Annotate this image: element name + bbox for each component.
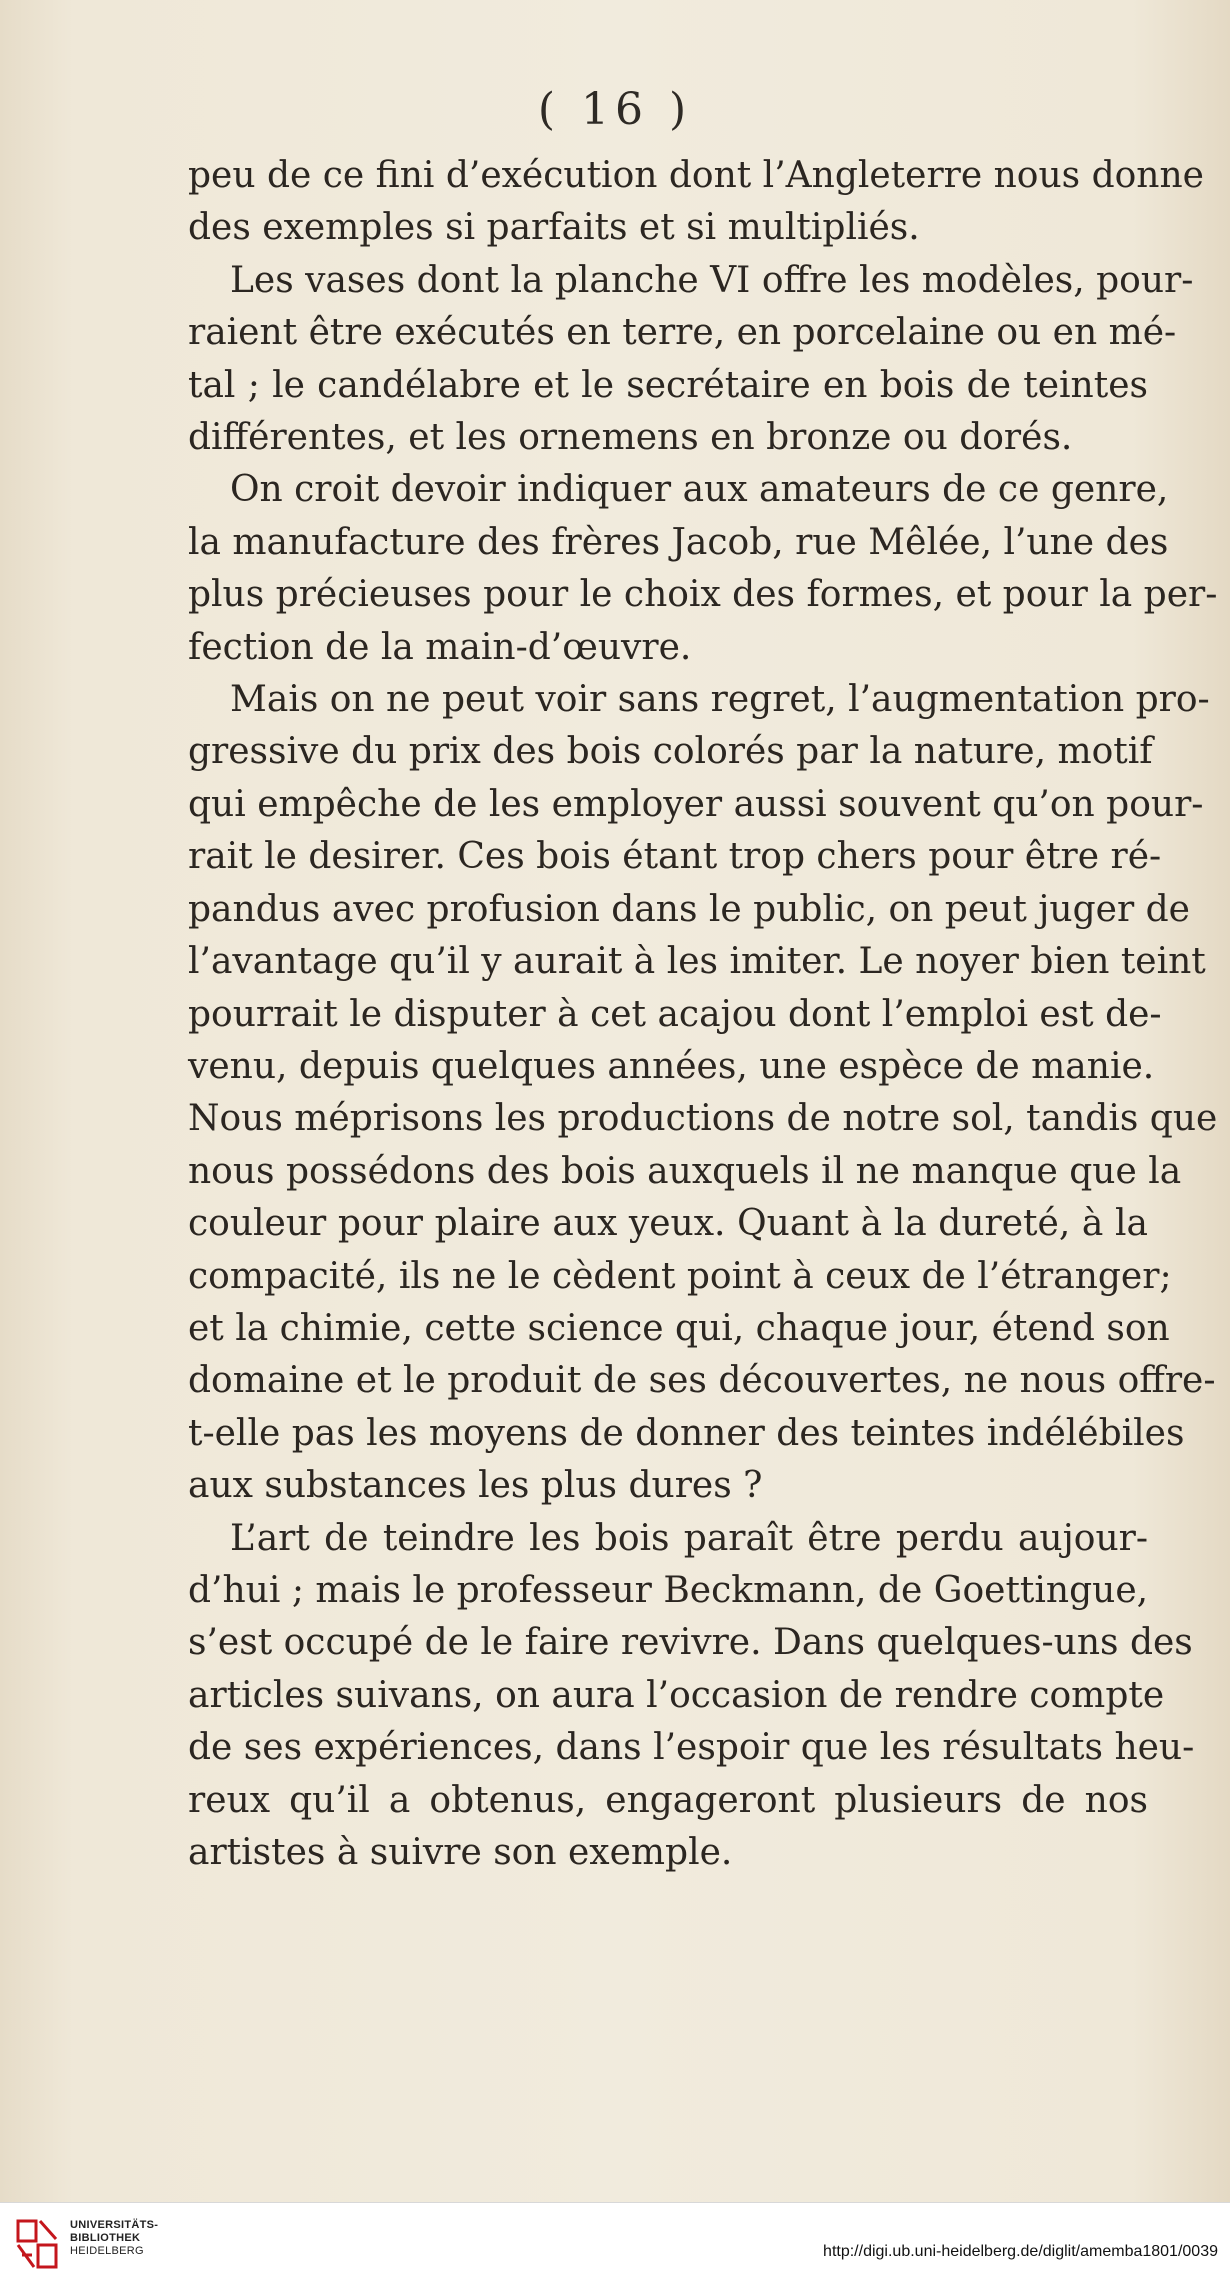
viewer-footer bbox=[0, 2202, 1230, 2284]
text-line: compacité, ils ne le cèdent point à ceux de l’étranger; bbox=[188, 1255, 1172, 1297]
institution-name bbox=[70, 2219, 158, 2258]
text-line: des exemples si parfaits et si multipliés. bbox=[188, 207, 920, 249]
text-line: t-elle pas les moyens de donner des teintes indélébiles bbox=[188, 1412, 1185, 1454]
text-line: peu de ce fini d’exécution dont l’Angleterre nous donne bbox=[188, 155, 1204, 196]
page-text bbox=[188, 150, 1218, 1879]
text-line: différentes, et les ornemens en bronze ou dorés. bbox=[188, 417, 1073, 459]
ub-heidelberg-logo-icon bbox=[12, 2215, 62, 2273]
text-line: articles suivans, on aura l’occasion de rendre compte bbox=[188, 1674, 1165, 1716]
text-line: gressive du prix des bois colorés par la nature, motif bbox=[188, 731, 1153, 773]
text-line: pourrait le disputer à cet acajou dont l’emploi est de- bbox=[188, 993, 1162, 1035]
institution-line: BIBLIOTHEK bbox=[70, 2232, 141, 2244]
institution-line: UNIVERSITÄTS- bbox=[70, 2219, 159, 2231]
text-line: qui empêche de les employer aussi souvent qu’on pour- bbox=[188, 783, 1204, 825]
text-line: l’avantage qu’il y aurait à les imiter. Le noyer bien teint bbox=[188, 941, 1206, 983]
text-line: couleur pour plaire aux yeux. Quant à la dureté, à la bbox=[188, 1203, 1148, 1245]
text-line: Les vases dont la planche VI offre les modèles, pour- bbox=[230, 259, 1194, 301]
text-line: artistes à suivre son exemple. bbox=[188, 1832, 733, 1873]
text-line: aux substances les plus dures ? bbox=[188, 1465, 763, 1507]
source-url-link[interactable]: http://digi.ub.uni-heidelberg.de/diglit/amemba1801/0039 bbox=[823, 2243, 1218, 2260]
text-line: fection de la main-d’œuvre. bbox=[188, 626, 692, 668]
text-line: On croit devoir indiquer aux amateurs de ce genre, bbox=[230, 469, 1169, 511]
text-line: d’hui ; mais le professeur Beckmann, de Goettingue, bbox=[188, 1569, 1149, 1611]
text-line: venu, depuis quelques années, une espèce de manie. bbox=[188, 1045, 1155, 1087]
text-line: raient être exécutés en terre, en porcelaine ou en mé- bbox=[188, 312, 1177, 354]
text-line: de ses expériences, dans l’espoir que les résultats heu- bbox=[188, 1727, 1195, 1769]
text-line: L’art de teindre les bois paraît être perdu aujour- bbox=[230, 1517, 1148, 1559]
text-line: Nous méprisons les productions de notre sol, tandis que bbox=[188, 1098, 1218, 1140]
institution-line: HEIDELBERG bbox=[70, 2245, 144, 2257]
page-number: ( 16 ) bbox=[537, 84, 693, 135]
text-line: pandus avec profusion dans le public, on peut juger de bbox=[188, 888, 1190, 930]
text-line: reux qu’il a obtenus, engageront plusieurs de nos bbox=[188, 1779, 1148, 1821]
text-line: nous possédons des bois auxquels il ne manque que la bbox=[188, 1150, 1182, 1192]
text-line: et la chimie, cette science qui, chaque jour, étend son bbox=[188, 1307, 1170, 1349]
text-line: Mais on ne peut voir sans regret, l’augmentation pro- bbox=[230, 679, 1210, 721]
text-line: domaine et le produit de ses découvertes, ne nous offre- bbox=[188, 1360, 1216, 1402]
text-line: tal ; le candélabre et le secrétaire en bois de teintes bbox=[188, 364, 1148, 406]
text-line: plus précieuses pour le choix des formes, et pour la per- bbox=[188, 574, 1218, 616]
text-line: s’est occupé de le faire revivre. Dans quelques-uns des bbox=[188, 1622, 1193, 1664]
text-line: la manufacture des frères Jacob, rue Mêlée, l’une des bbox=[188, 521, 1169, 563]
text-line: rait le desirer. Ces bois étant trop chers pour être ré- bbox=[188, 836, 1162, 878]
